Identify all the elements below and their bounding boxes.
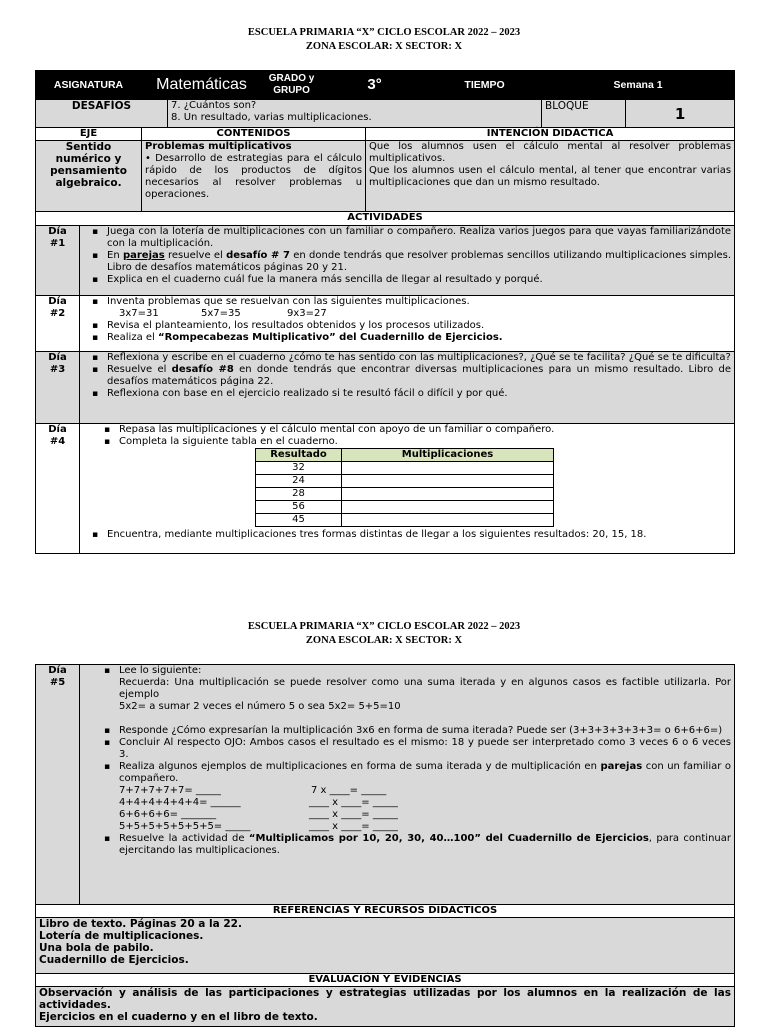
contenidos-text: • Desarrollo de estrategias para el cálculo rápido de los productos de dígitos necesarios al resolver problemas u operaciones. — [145, 153, 363, 200]
tiempo-label: TIEMPO — [428, 71, 542, 100]
day-3-label: Día #3 — [36, 352, 80, 424]
grado-label: GRADO y GRUPO — [262, 71, 322, 100]
mult-line: ____ x ____= _____ — [309, 821, 398, 832]
sum-line: 5+5+5+5+5+5+5= _____ — [119, 821, 251, 832]
multiplications-header: Multiplicaciones — [342, 449, 554, 462]
actividades-header: ACTIVIDADES — [36, 212, 735, 226]
day-5-item-3: ▪ Concluir Al respecto OJO: Ambos casos el resultado es el mismo: 18 y puede ser interpretado como 3 veces 6 o 6 veces 3. — [119, 737, 731, 761]
day-4-item-2: ▪ Completa la siguiente tabla en el cuaderno. — [119, 436, 731, 448]
sum-exercises — [119, 785, 731, 833]
school-header-page-2 — [0, 620, 768, 648]
desafios-list — [168, 100, 542, 128]
day-2-op-1: 3x7=31 — [119, 308, 159, 319]
day-4-item-1: ▪ Repasa las multiplicaciones y el cálculo mental con apoyo de un familiar o compañero. — [119, 424, 731, 436]
mult-line: 7 x ____= _____ — [311, 785, 387, 796]
day-1-label: Día #1 — [36, 226, 80, 296]
day-5-activities — [80, 665, 735, 905]
results-header: Resultado — [256, 449, 342, 462]
result-cell: 24 — [256, 475, 342, 488]
contenidos-cell — [142, 141, 366, 212]
school-zone: ZONA ESCOLAR: X SECTOR: X — [305, 635, 463, 646]
day-3-item-3: ▪ Reflexiona con base en el ejercicio realizado si te resultó fácil o difícil y por qué. — [107, 388, 731, 400]
planning-table-page-2 — [35, 664, 735, 1027]
day-3-item-1: ▪ Reflexiona y escribe en el cuaderno ¿cómo te has sentido con las multiplicaciones?, ¿Qué se te facilita? ¿Qué se te dificulta? — [107, 352, 731, 364]
mult-line: ____ x ____= _____ — [309, 809, 398, 820]
asignatura-label: ASIGNATURA — [36, 71, 142, 100]
tiempo-value: Semana 1 — [542, 71, 735, 100]
result-cell: 28 — [256, 488, 342, 501]
school-zone: ZONA ESCOLAR: X SECTOR: X — [305, 41, 463, 52]
referencia-item: Libro de texto. Páginas 20 a la 22. — [39, 918, 242, 930]
referencia-item: Cuadernillo de Ejercicios. — [39, 954, 189, 966]
school-header — [0, 26, 768, 54]
day-2-item-1: ▪ Inventa problemas que se resuelvan con las siguientes multiplicaciones. 3x7=31 5x7=35 9x3=27 — [107, 296, 731, 320]
eje-value: Sentido numérico y pensamiento algebraico. — [36, 141, 142, 212]
bloque-label: BLOQUE — [542, 100, 626, 128]
evaluacion-line-2: Ejercicios en el cuaderno y en el libro de texto. — [39, 1011, 318, 1023]
intencion-p2: Que los alumnos usen el cálculo mental, al tener que encontrar varias multiplicaciones que dan un mismo resultado. — [369, 165, 732, 188]
planning-table — [35, 70, 735, 554]
grado-value: 3° — [322, 71, 428, 100]
sum-line: 4+4+4+4+4+4= ______ — [119, 797, 241, 808]
eje-header: EJE — [36, 128, 142, 141]
day-1-item-1: ▪ Juega con la lotería de multiplicaciones con un familiar o compañero. Realiza varios juegos para que vayas familiarizándote con la multiplicación. — [107, 226, 731, 250]
referencias-header: REFERENCIAS Y RECURSOS DIDÁCTICOS — [36, 905, 735, 918]
multiplication-cell[interactable] — [342, 462, 554, 475]
result-cell: 56 — [256, 501, 342, 514]
multiplication-cell[interactable] — [342, 501, 554, 514]
day-5-item-4: ▪ Realiza algunos ejemplos de multiplicaciones en forma de suma iterada y de multiplicación en parejas con un familiar o compañero. 7+7+7+7+7= _____ 4+4+4+4+4+4= ______ 6+6+6+6= _______ 5+5+5+5+5+5+5= _____ 7 x ____= _____ ____ x ____= _____ ____ x ____= _____ ____ x ____= _____ — [119, 761, 731, 833]
result-cell: 45 — [256, 514, 342, 527]
desafio-8: 8. Un resultado, varias multiplicaciones. — [171, 112, 372, 123]
day-2-activities — [80, 296, 735, 352]
contenidos-title: Problemas multiplicativos — [145, 141, 292, 152]
evaluacion-text — [36, 987, 735, 1027]
referencia-item: Lotería de multiplicaciones. — [39, 930, 204, 942]
day-5-item-1: ▪ Lee lo siguiente: Recuerda: Una multiplicación se puede resolver como una suma iterada y en algunos casos es factible utilizarla. Por ejemplo 5x2= a sumar 2 veces el número 5 o sea 5x2= 5+5=10 — [119, 665, 731, 713]
day-4-label: Día #4 — [36, 424, 80, 554]
mult-line: ____ x ____= _____ — [309, 797, 398, 808]
evaluacion-line-1: Observación y análisis de las participaciones y estrategias utilizadas por los alumnos en la realización de las actividades. — [39, 987, 731, 1011]
day-2-op-2: 5x7=35 — [201, 308, 241, 319]
result-cell: 32 — [256, 462, 342, 475]
school-name: ESCUELA PRIMARIA “X” CICLO ESCOLAR 2022 – 2023 — [247, 621, 521, 632]
sum-line: 6+6+6+6= _______ — [119, 809, 217, 820]
day-1-item-2: ▪ En parejas resuelve el desafío # 7 en donde tendrás que resolver problemas sencillos utilizando multiplicaciones simples. Libro de desafíos matemáticos páginas 20 y 21. — [107, 250, 731, 274]
desafios-label: DESAFÍOS — [36, 100, 168, 128]
multiplication-cell[interactable] — [342, 488, 554, 501]
day-2-item-2: ▪ Revisa el planteamiento, los resultados obtenidos y los procesos utilizados. — [107, 320, 731, 332]
day-1-activities — [80, 226, 735, 296]
asignatura-value: Matemáticas — [142, 71, 262, 100]
intencion-header: INTENCIÓN DIDÁCTICA — [366, 128, 735, 141]
day-3-item-2: ▪ Resuelve el desafío #8 en donde tendrás que encontrar diversas multiplicaciones para un mismo resultado. Libro de desafíos matemáticos página 22. — [107, 364, 731, 388]
multiplication-cell[interactable] — [342, 514, 554, 527]
day-1-item-3: ▪ Explica en el cuaderno cuál fue la manera más sencilla de llegar al resultado y porqué. — [107, 274, 731, 286]
day-2-item-3: ▪ Realiza el “Rompecabezas Multiplicativo” del Cuadernillo de Ejercicios. — [107, 332, 731, 344]
evaluacion-header: EVALUACIÓN Y EVIDENCIAS — [36, 974, 735, 987]
day-5-item-2: ▪ Responde ¿Cómo expresarían la multiplicación 3x6 en forma de suma iterada? Puede ser (3+3+3+3+3+3= o 6+6+6=) — [119, 725, 731, 737]
intencion-p1: Que los alumnos usen el cálculo mental al resolver problemas multiplicativos. — [369, 141, 732, 164]
day-5-label: Día #5 — [36, 665, 80, 905]
intencion-cell — [366, 141, 735, 212]
multiplication-cell[interactable] — [342, 475, 554, 488]
bloque-value: 1 — [626, 100, 735, 128]
contenidos-header: CONTENIDOS — [142, 128, 366, 141]
sum-line: 7+7+7+7+7= _____ — [119, 785, 221, 796]
day-2-op-3: 9x3=27 — [287, 308, 327, 319]
results-table — [255, 448, 554, 527]
day-4-activities — [80, 424, 735, 554]
day-3-activities — [80, 352, 735, 424]
desafio-7: 7. ¿Cuántos son? — [171, 100, 257, 111]
school-name: ESCUELA PRIMARIA “X” CICLO ESCOLAR 2022 – 2023 — [247, 27, 521, 38]
referencia-item: Una bola de pabilo. — [39, 942, 154, 954]
day-2-label: Día #2 — [36, 296, 80, 352]
day-5-item-5: ▪ Resuelve la actividad de “Multiplicamos por 10, 20, 30, 40…100” del Cuadernillo de Ejercicios, para continuar ejercitando las multiplicaciones. — [119, 833, 731, 857]
day-4-item-3: ▪ Encuentra, mediante multiplicaciones tres formas distintas de llegar a los siguientes resultados: 20, 15, 18. — [107, 529, 731, 541]
referencias-list — [36, 918, 735, 974]
